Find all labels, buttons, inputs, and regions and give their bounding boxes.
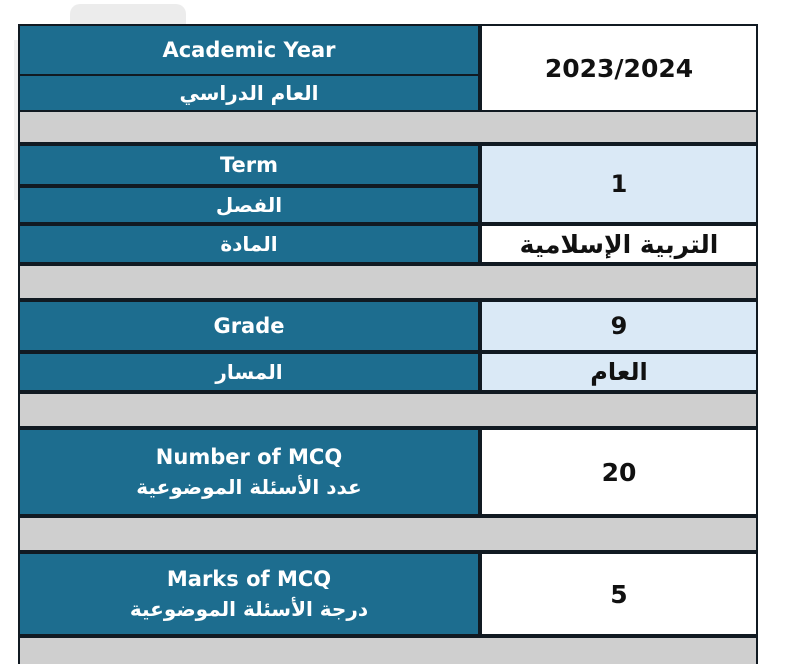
mcq-marks-value: 5: [482, 554, 756, 634]
separator-row: [20, 394, 756, 426]
exam-info-table: [18, 24, 758, 664]
term-value: 1: [482, 146, 756, 222]
grade-value: 9: [482, 302, 756, 350]
grade-label-en: Grade: [20, 302, 478, 350]
academic-year-label-en: Academic Year: [20, 26, 478, 74]
mcq-marks-label-ar: درجة الأسئلة الموضوعية: [129, 596, 369, 621]
term-label-ar: الفصل: [20, 188, 478, 222]
academic-year-label-ar: العام الدراسي: [20, 76, 478, 110]
separator-row: [20, 638, 756, 664]
mcq-count-label-ar: عدد الأسئلة الموضوعية: [136, 474, 362, 499]
subject-label-ar: المادة: [20, 226, 478, 262]
mcq-count-value: 20: [482, 430, 756, 514]
mcq-count-label-en: Number of MCQ: [155, 445, 343, 470]
separator-row: [20, 112, 756, 142]
subject-value: التربية الإسلامية: [482, 226, 756, 262]
mcq-marks-label: [20, 554, 478, 634]
academic-year-value: 2023/2024: [482, 26, 756, 110]
term-label-en: Term: [20, 146, 478, 184]
track-label-ar: المسار: [20, 354, 478, 390]
mcq-marks-label-en: Marks of MCQ: [166, 567, 332, 592]
separator-row: [20, 518, 756, 550]
separator-row: [20, 266, 756, 298]
mcq-count-label: [20, 430, 478, 514]
track-value: العام: [482, 354, 756, 390]
